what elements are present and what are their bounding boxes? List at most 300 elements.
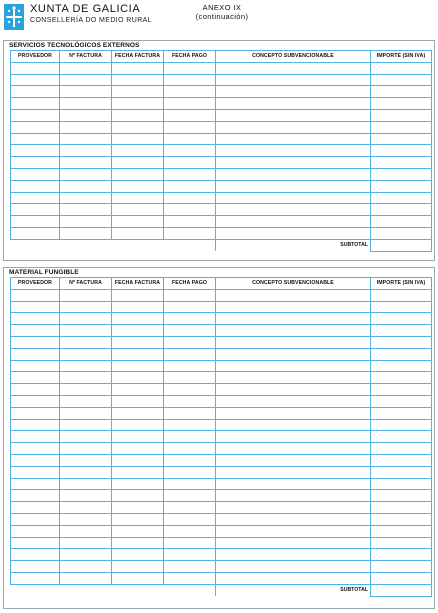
column-proveedor-cell[interactable]	[11, 62, 60, 74]
column-fecha-factura-cell[interactable]	[112, 168, 164, 180]
column-concepto-cell[interactable]	[216, 502, 371, 514]
column-concepto-cell[interactable]	[216, 109, 371, 121]
table-row	[11, 204, 432, 216]
table-row	[11, 466, 432, 478]
column-proveedor-cell[interactable]	[11, 407, 60, 419]
column-proveedor-cell[interactable]	[11, 192, 60, 204]
column-importe-cell[interactable]	[371, 419, 432, 431]
column-importe-cell[interactable]	[371, 525, 432, 537]
column-concepto-cell[interactable]	[216, 395, 371, 407]
column-factura-header: Nº FACTURA	[60, 51, 112, 63]
table-row	[11, 525, 432, 537]
column-concepto-cell[interactable]	[216, 466, 371, 478]
column-importe-cell[interactable]	[371, 133, 432, 145]
column-factura-cell[interactable]	[60, 419, 112, 431]
column-fecha-factura-cell[interactable]	[112, 525, 164, 537]
column-factura-cell[interactable]	[60, 407, 112, 419]
column-importe-cell[interactable]	[371, 348, 432, 360]
column-fecha-factura-cell[interactable]	[112, 133, 164, 145]
table-row	[11, 74, 432, 86]
column-fecha-factura-cell[interactable]	[112, 109, 164, 121]
column-fecha-factura-cell[interactable]	[112, 372, 164, 384]
column-proveedor-cell[interactable]	[11, 395, 60, 407]
column-proveedor-cell[interactable]	[11, 443, 60, 455]
column-fecha-pago-cell[interactable]	[164, 419, 216, 431]
column-factura-cell[interactable]	[60, 192, 112, 204]
column-concepto-cell[interactable]	[216, 192, 371, 204]
column-fecha-pago-cell[interactable]	[164, 525, 216, 537]
column-fecha-factura-cell[interactable]	[112, 204, 164, 216]
table-row	[11, 145, 432, 157]
column-fecha-factura-cell[interactable]	[112, 121, 164, 133]
table-row	[11, 372, 432, 384]
column-factura-cell[interactable]	[60, 180, 112, 192]
column-concepto-cell[interactable]	[216, 372, 371, 384]
column-fecha-pago-cell[interactable]	[164, 325, 216, 337]
column-fecha-pago-cell[interactable]	[164, 313, 216, 325]
column-concepto-cell[interactable]	[216, 98, 371, 110]
column-importe-header: IMPORTE (SIN IVA)	[371, 51, 432, 63]
column-importe-cell[interactable]	[371, 157, 432, 169]
column-fecha-pago-cell[interactable]	[164, 572, 216, 584]
column-concepto-cell[interactable]	[216, 133, 371, 145]
column-importe-cell[interactable]	[371, 86, 432, 98]
column-proveedor-cell[interactable]	[11, 572, 60, 584]
column-importe-cell[interactable]	[371, 336, 432, 348]
subtotal-value-cell[interactable]	[371, 584, 432, 596]
column-fecha-pago-cell[interactable]	[164, 301, 216, 313]
column-proveedor-cell[interactable]	[11, 466, 60, 478]
column-factura-cell[interactable]	[60, 561, 112, 573]
column-factura-cell[interactable]	[60, 313, 112, 325]
column-fecha-pago-cell[interactable]	[164, 98, 216, 110]
column-importe-cell[interactable]	[371, 572, 432, 584]
column-factura-cell[interactable]	[60, 121, 112, 133]
column-fecha-factura-cell[interactable]	[112, 336, 164, 348]
column-fecha-factura-cell[interactable]	[112, 62, 164, 74]
subtotal-row	[11, 584, 432, 596]
table-header-row	[11, 278, 432, 290]
subtotal-spacer	[11, 584, 216, 596]
column-concepto-cell[interactable]	[216, 443, 371, 455]
column-fecha-factura-cell[interactable]	[112, 384, 164, 396]
column-fecha-factura-cell[interactable]	[112, 431, 164, 443]
column-fecha-pago-cell[interactable]	[164, 204, 216, 216]
org-name: XUNTA DE GALICIA	[30, 3, 141, 15]
column-importe-cell[interactable]	[371, 180, 432, 192]
annex-subtitle: (continuación)	[195, 12, 249, 21]
column-concepto-header: CONCEPTO SUBVENCIONABLE	[216, 278, 371, 290]
column-factura-cell[interactable]	[60, 325, 112, 337]
column-proveedor-cell[interactable]	[11, 561, 60, 573]
column-proveedor-cell[interactable]	[11, 86, 60, 98]
column-fecha-factura-cell[interactable]	[112, 192, 164, 204]
column-proveedor-cell[interactable]	[11, 227, 60, 239]
column-fecha-factura-cell[interactable]	[112, 549, 164, 561]
column-concepto-cell[interactable]	[216, 513, 371, 525]
column-proveedor-cell[interactable]	[11, 157, 60, 169]
column-factura-cell[interactable]	[60, 74, 112, 86]
column-importe-cell[interactable]	[371, 109, 432, 121]
column-concepto-cell[interactable]	[216, 407, 371, 419]
column-importe-cell[interactable]	[371, 502, 432, 514]
column-concepto-cell[interactable]	[216, 62, 371, 74]
column-fecha-factura-cell[interactable]	[112, 227, 164, 239]
column-factura-cell[interactable]	[60, 227, 112, 239]
column-factura-cell[interactable]	[60, 466, 112, 478]
column-proveedor-cell[interactable]	[11, 216, 60, 228]
section-title: MATERIAL FUNGIBLE	[9, 269, 79, 276]
column-fecha-pago-cell[interactable]	[164, 513, 216, 525]
column-fecha-pago-cell[interactable]	[164, 431, 216, 443]
column-importe-cell[interactable]	[371, 98, 432, 110]
column-concepto-cell[interactable]	[216, 204, 371, 216]
column-proveedor-cell[interactable]	[11, 525, 60, 537]
table-row	[11, 502, 432, 514]
table-row	[11, 157, 432, 169]
column-fecha-pago-cell[interactable]	[164, 395, 216, 407]
column-proveedor-cell[interactable]	[11, 549, 60, 561]
table-row	[11, 86, 432, 98]
table-row	[11, 180, 432, 192]
column-importe-cell[interactable]	[371, 478, 432, 490]
column-fecha-factura-cell[interactable]	[112, 572, 164, 584]
column-fecha-pago-cell[interactable]	[164, 133, 216, 145]
column-fecha-factura-cell[interactable]	[112, 325, 164, 337]
column-concepto-cell[interactable]	[216, 216, 371, 228]
column-proveedor-header: PROVEEDOR	[11, 278, 60, 290]
column-importe-cell[interactable]	[371, 325, 432, 337]
column-factura-cell[interactable]	[60, 86, 112, 98]
table-row	[11, 325, 432, 337]
column-importe-cell[interactable]	[371, 216, 432, 228]
column-factura-cell[interactable]	[60, 513, 112, 525]
column-fecha-pago-cell[interactable]	[164, 407, 216, 419]
column-factura-cell[interactable]	[60, 168, 112, 180]
column-proveedor-cell[interactable]	[11, 537, 60, 549]
column-factura-cell[interactable]	[60, 133, 112, 145]
column-proveedor-cell[interactable]	[11, 490, 60, 502]
column-proveedor-cell[interactable]	[11, 360, 60, 372]
subtotal-row	[11, 239, 432, 251]
column-importe-cell[interactable]	[371, 313, 432, 325]
column-concepto-cell[interactable]	[216, 525, 371, 537]
column-concepto-cell[interactable]	[216, 227, 371, 239]
column-fecha-factura-cell[interactable]	[112, 478, 164, 490]
column-factura-cell[interactable]	[60, 395, 112, 407]
column-importe-cell[interactable]	[371, 289, 432, 301]
column-concepto-cell[interactable]	[216, 325, 371, 337]
column-concepto-cell[interactable]	[216, 537, 371, 549]
column-proveedor-cell[interactable]	[11, 301, 60, 313]
column-fecha-factura-cell[interactable]	[112, 443, 164, 455]
column-importe-cell[interactable]	[371, 443, 432, 455]
column-importe-cell[interactable]	[371, 301, 432, 313]
column-importe-cell[interactable]	[371, 431, 432, 443]
column-proveedor-cell[interactable]	[11, 454, 60, 466]
column-factura-cell[interactable]	[60, 145, 112, 157]
table-row	[11, 216, 432, 228]
column-factura-cell[interactable]	[60, 490, 112, 502]
table-row	[11, 454, 432, 466]
table-row	[11, 133, 432, 145]
table-row	[11, 336, 432, 348]
column-factura-cell[interactable]	[60, 431, 112, 443]
column-fecha-pago-cell[interactable]	[164, 384, 216, 396]
subtotal-label: SUBTOTAL	[216, 239, 371, 251]
column-factura-cell[interactable]	[60, 216, 112, 228]
subtotal-spacer	[11, 239, 216, 251]
column-importe-cell[interactable]	[371, 372, 432, 384]
column-proveedor-cell[interactable]	[11, 325, 60, 337]
column-fecha-factura-cell[interactable]	[112, 98, 164, 110]
column-fecha-factura-cell[interactable]	[112, 513, 164, 525]
table-row	[11, 431, 432, 443]
column-concepto-cell[interactable]	[216, 168, 371, 180]
column-concepto-cell[interactable]	[216, 490, 371, 502]
column-fecha-factura-cell[interactable]	[112, 313, 164, 325]
column-factura-cell[interactable]	[60, 360, 112, 372]
column-fecha-pago-cell[interactable]	[164, 289, 216, 301]
column-fecha-factura-cell[interactable]	[112, 157, 164, 169]
column-importe-cell[interactable]	[371, 168, 432, 180]
column-proveedor-cell[interactable]	[11, 98, 60, 110]
column-factura-cell[interactable]	[60, 502, 112, 514]
column-importe-cell[interactable]	[371, 454, 432, 466]
xunta-logo-icon	[4, 4, 24, 30]
column-factura-cell[interactable]	[60, 157, 112, 169]
column-factura-cell[interactable]	[60, 454, 112, 466]
column-concepto-cell[interactable]	[216, 74, 371, 86]
column-proveedor-cell[interactable]	[11, 145, 60, 157]
column-importe-header: IMPORTE (SIN IVA)	[371, 278, 432, 290]
column-fecha-pago-cell[interactable]	[164, 561, 216, 573]
column-importe-cell[interactable]	[371, 62, 432, 74]
column-concepto-cell[interactable]	[216, 180, 371, 192]
column-proveedor-cell[interactable]	[11, 313, 60, 325]
column-importe-cell[interactable]	[371, 490, 432, 502]
subtotal-value-cell[interactable]	[371, 239, 432, 251]
column-fecha-pago-cell[interactable]	[164, 478, 216, 490]
column-importe-cell[interactable]	[371, 561, 432, 573]
column-proveedor-cell[interactable]	[11, 121, 60, 133]
column-fecha-factura-cell[interactable]	[112, 360, 164, 372]
table-row	[11, 313, 432, 325]
column-fecha-pago-cell[interactable]	[164, 192, 216, 204]
column-proveedor-cell[interactable]	[11, 336, 60, 348]
table-row	[11, 348, 432, 360]
column-concepto-cell[interactable]	[216, 549, 371, 561]
column-factura-cell[interactable]	[60, 478, 112, 490]
column-proveedor-cell[interactable]	[11, 74, 60, 86]
column-concepto-cell[interactable]	[216, 431, 371, 443]
column-concepto-cell[interactable]	[216, 301, 371, 313]
column-fecha-pago-cell[interactable]	[164, 227, 216, 239]
column-factura-cell[interactable]	[60, 336, 112, 348]
column-factura-cell[interactable]	[60, 537, 112, 549]
table-row	[11, 98, 432, 110]
column-factura-cell[interactable]	[60, 525, 112, 537]
column-fecha-factura-cell[interactable]	[112, 86, 164, 98]
column-fecha-pago-cell[interactable]	[164, 168, 216, 180]
table-row	[11, 192, 432, 204]
column-importe-cell[interactable]	[371, 384, 432, 396]
table-row	[11, 513, 432, 525]
column-fecha-pago-cell[interactable]	[164, 157, 216, 169]
table-row	[11, 395, 432, 407]
column-importe-cell[interactable]	[371, 121, 432, 133]
invoice-table	[10, 277, 432, 597]
column-fecha-pago-cell[interactable]	[164, 466, 216, 478]
column-importe-cell[interactable]	[371, 145, 432, 157]
column-factura-cell[interactable]	[60, 443, 112, 455]
table-row	[11, 360, 432, 372]
column-proveedor-cell[interactable]	[11, 133, 60, 145]
table-row	[11, 121, 432, 133]
column-fecha-factura-cell[interactable]	[112, 490, 164, 502]
column-importe-cell[interactable]	[371, 360, 432, 372]
column-factura-cell[interactable]	[60, 301, 112, 313]
table-row	[11, 301, 432, 313]
column-fecha-factura-cell[interactable]	[112, 180, 164, 192]
column-concepto-cell[interactable]	[216, 336, 371, 348]
column-fecha-pago-cell[interactable]	[164, 443, 216, 455]
column-factura-cell[interactable]	[60, 372, 112, 384]
column-concepto-cell[interactable]	[216, 145, 371, 157]
table-row	[11, 407, 432, 419]
column-concepto-cell[interactable]	[216, 121, 371, 133]
column-fecha-factura-cell[interactable]	[112, 561, 164, 573]
column-fecha-factura-cell[interactable]	[112, 348, 164, 360]
column-importe-cell[interactable]	[371, 74, 432, 86]
column-fecha-factura-cell[interactable]	[112, 145, 164, 157]
column-importe-cell[interactable]	[371, 192, 432, 204]
column-fecha-factura-cell[interactable]	[112, 537, 164, 549]
column-fecha-pago-cell[interactable]	[164, 360, 216, 372]
column-fecha-pago-cell[interactable]	[164, 348, 216, 360]
column-fecha-factura-cell[interactable]	[112, 74, 164, 86]
column-concepto-cell[interactable]	[216, 384, 371, 396]
column-fecha-pago-cell[interactable]	[164, 145, 216, 157]
table-row	[11, 419, 432, 431]
column-fecha-pago-cell[interactable]	[164, 62, 216, 74]
column-concepto-cell[interactable]	[216, 157, 371, 169]
column-proveedor-cell[interactable]	[11, 478, 60, 490]
column-proveedor-cell[interactable]	[11, 431, 60, 443]
column-concepto-cell[interactable]	[216, 454, 371, 466]
table-row	[11, 109, 432, 121]
column-concepto-cell[interactable]	[216, 289, 371, 301]
column-importe-cell[interactable]	[371, 513, 432, 525]
column-proveedor-cell[interactable]	[11, 384, 60, 396]
column-importe-cell[interactable]	[371, 395, 432, 407]
table-row	[11, 561, 432, 573]
column-fecha-pago-cell[interactable]	[164, 74, 216, 86]
table-row	[11, 384, 432, 396]
column-fecha-factura-cell[interactable]	[112, 454, 164, 466]
column-concepto-cell[interactable]	[216, 348, 371, 360]
column-factura-cell[interactable]	[60, 289, 112, 301]
column-factura-cell[interactable]	[60, 62, 112, 74]
column-proveedor-header: PROVEEDOR	[11, 51, 60, 63]
column-concepto-cell[interactable]	[216, 561, 371, 573]
column-fecha-pago-cell[interactable]	[164, 180, 216, 192]
column-factura-cell[interactable]	[60, 204, 112, 216]
column-fecha-pago-cell[interactable]	[164, 86, 216, 98]
column-importe-cell[interactable]	[371, 466, 432, 478]
column-importe-cell[interactable]	[371, 204, 432, 216]
section-servicios-tecnologicos	[3, 40, 435, 261]
column-concepto-cell[interactable]	[216, 313, 371, 325]
column-proveedor-cell[interactable]	[11, 348, 60, 360]
column-fecha-pago-cell[interactable]	[164, 121, 216, 133]
column-fecha-pago-cell[interactable]	[164, 109, 216, 121]
column-proveedor-cell[interactable]	[11, 109, 60, 121]
column-proveedor-cell[interactable]	[11, 513, 60, 525]
department-name: CONSELLERÍA DO MEDIO RURAL	[30, 17, 153, 24]
column-importe-cell[interactable]	[371, 549, 432, 561]
column-fecha-factura-cell[interactable]	[112, 301, 164, 313]
column-fecha-factura-cell[interactable]	[112, 289, 164, 301]
table-row	[11, 572, 432, 584]
column-fecha-factura-cell[interactable]	[112, 419, 164, 431]
column-proveedor-cell[interactable]	[11, 168, 60, 180]
column-fecha-pago-cell[interactable]	[164, 502, 216, 514]
column-concepto-cell[interactable]	[216, 86, 371, 98]
column-proveedor-cell[interactable]	[11, 289, 60, 301]
column-fecha-factura-cell[interactable]	[112, 216, 164, 228]
column-factura-cell[interactable]	[60, 348, 112, 360]
section-title: SERVICIOS TECNOLÓGICOS EXTERNOS	[9, 42, 140, 49]
column-proveedor-cell[interactable]	[11, 180, 60, 192]
column-fecha-pago-cell[interactable]	[164, 336, 216, 348]
column-proveedor-cell[interactable]	[11, 419, 60, 431]
table-row	[11, 537, 432, 549]
column-factura-cell[interactable]	[60, 98, 112, 110]
column-proveedor-cell[interactable]	[11, 204, 60, 216]
column-factura-cell[interactable]	[60, 384, 112, 396]
subtotal-label: SUBTOTAL	[216, 584, 371, 596]
invoice-table	[10, 50, 432, 252]
column-fecha-factura-cell[interactable]	[112, 466, 164, 478]
column-fecha-pago-cell[interactable]	[164, 549, 216, 561]
column-fecha-pago-cell[interactable]	[164, 454, 216, 466]
column-concepto-cell[interactable]	[216, 419, 371, 431]
column-fecha-factura-cell[interactable]	[112, 395, 164, 407]
column-fecha-pago-cell[interactable]	[164, 490, 216, 502]
column-factura-cell[interactable]	[60, 572, 112, 584]
column-fecha-pago-cell[interactable]	[164, 216, 216, 228]
column-fecha-factura-cell[interactable]	[112, 407, 164, 419]
column-fecha-pago-cell[interactable]	[164, 537, 216, 549]
column-proveedor-cell[interactable]	[11, 372, 60, 384]
column-fecha-factura-header: FECHA FACTURA	[112, 51, 164, 63]
column-factura-cell[interactable]	[60, 109, 112, 121]
column-proveedor-cell[interactable]	[11, 502, 60, 514]
column-concepto-cell[interactable]	[216, 478, 371, 490]
column-concepto-cell[interactable]	[216, 360, 371, 372]
column-concepto-cell[interactable]	[216, 572, 371, 584]
column-fecha-pago-header: FECHA PAGO	[164, 51, 216, 63]
column-fecha-pago-cell[interactable]	[164, 372, 216, 384]
column-concepto-header: CONCEPTO SUBVENCIONABLE	[216, 51, 371, 63]
column-importe-cell[interactable]	[371, 407, 432, 419]
column-fecha-factura-cell[interactable]	[112, 502, 164, 514]
table-row	[11, 168, 432, 180]
column-factura-cell[interactable]	[60, 549, 112, 561]
column-importe-cell[interactable]	[371, 227, 432, 239]
column-importe-cell[interactable]	[371, 537, 432, 549]
